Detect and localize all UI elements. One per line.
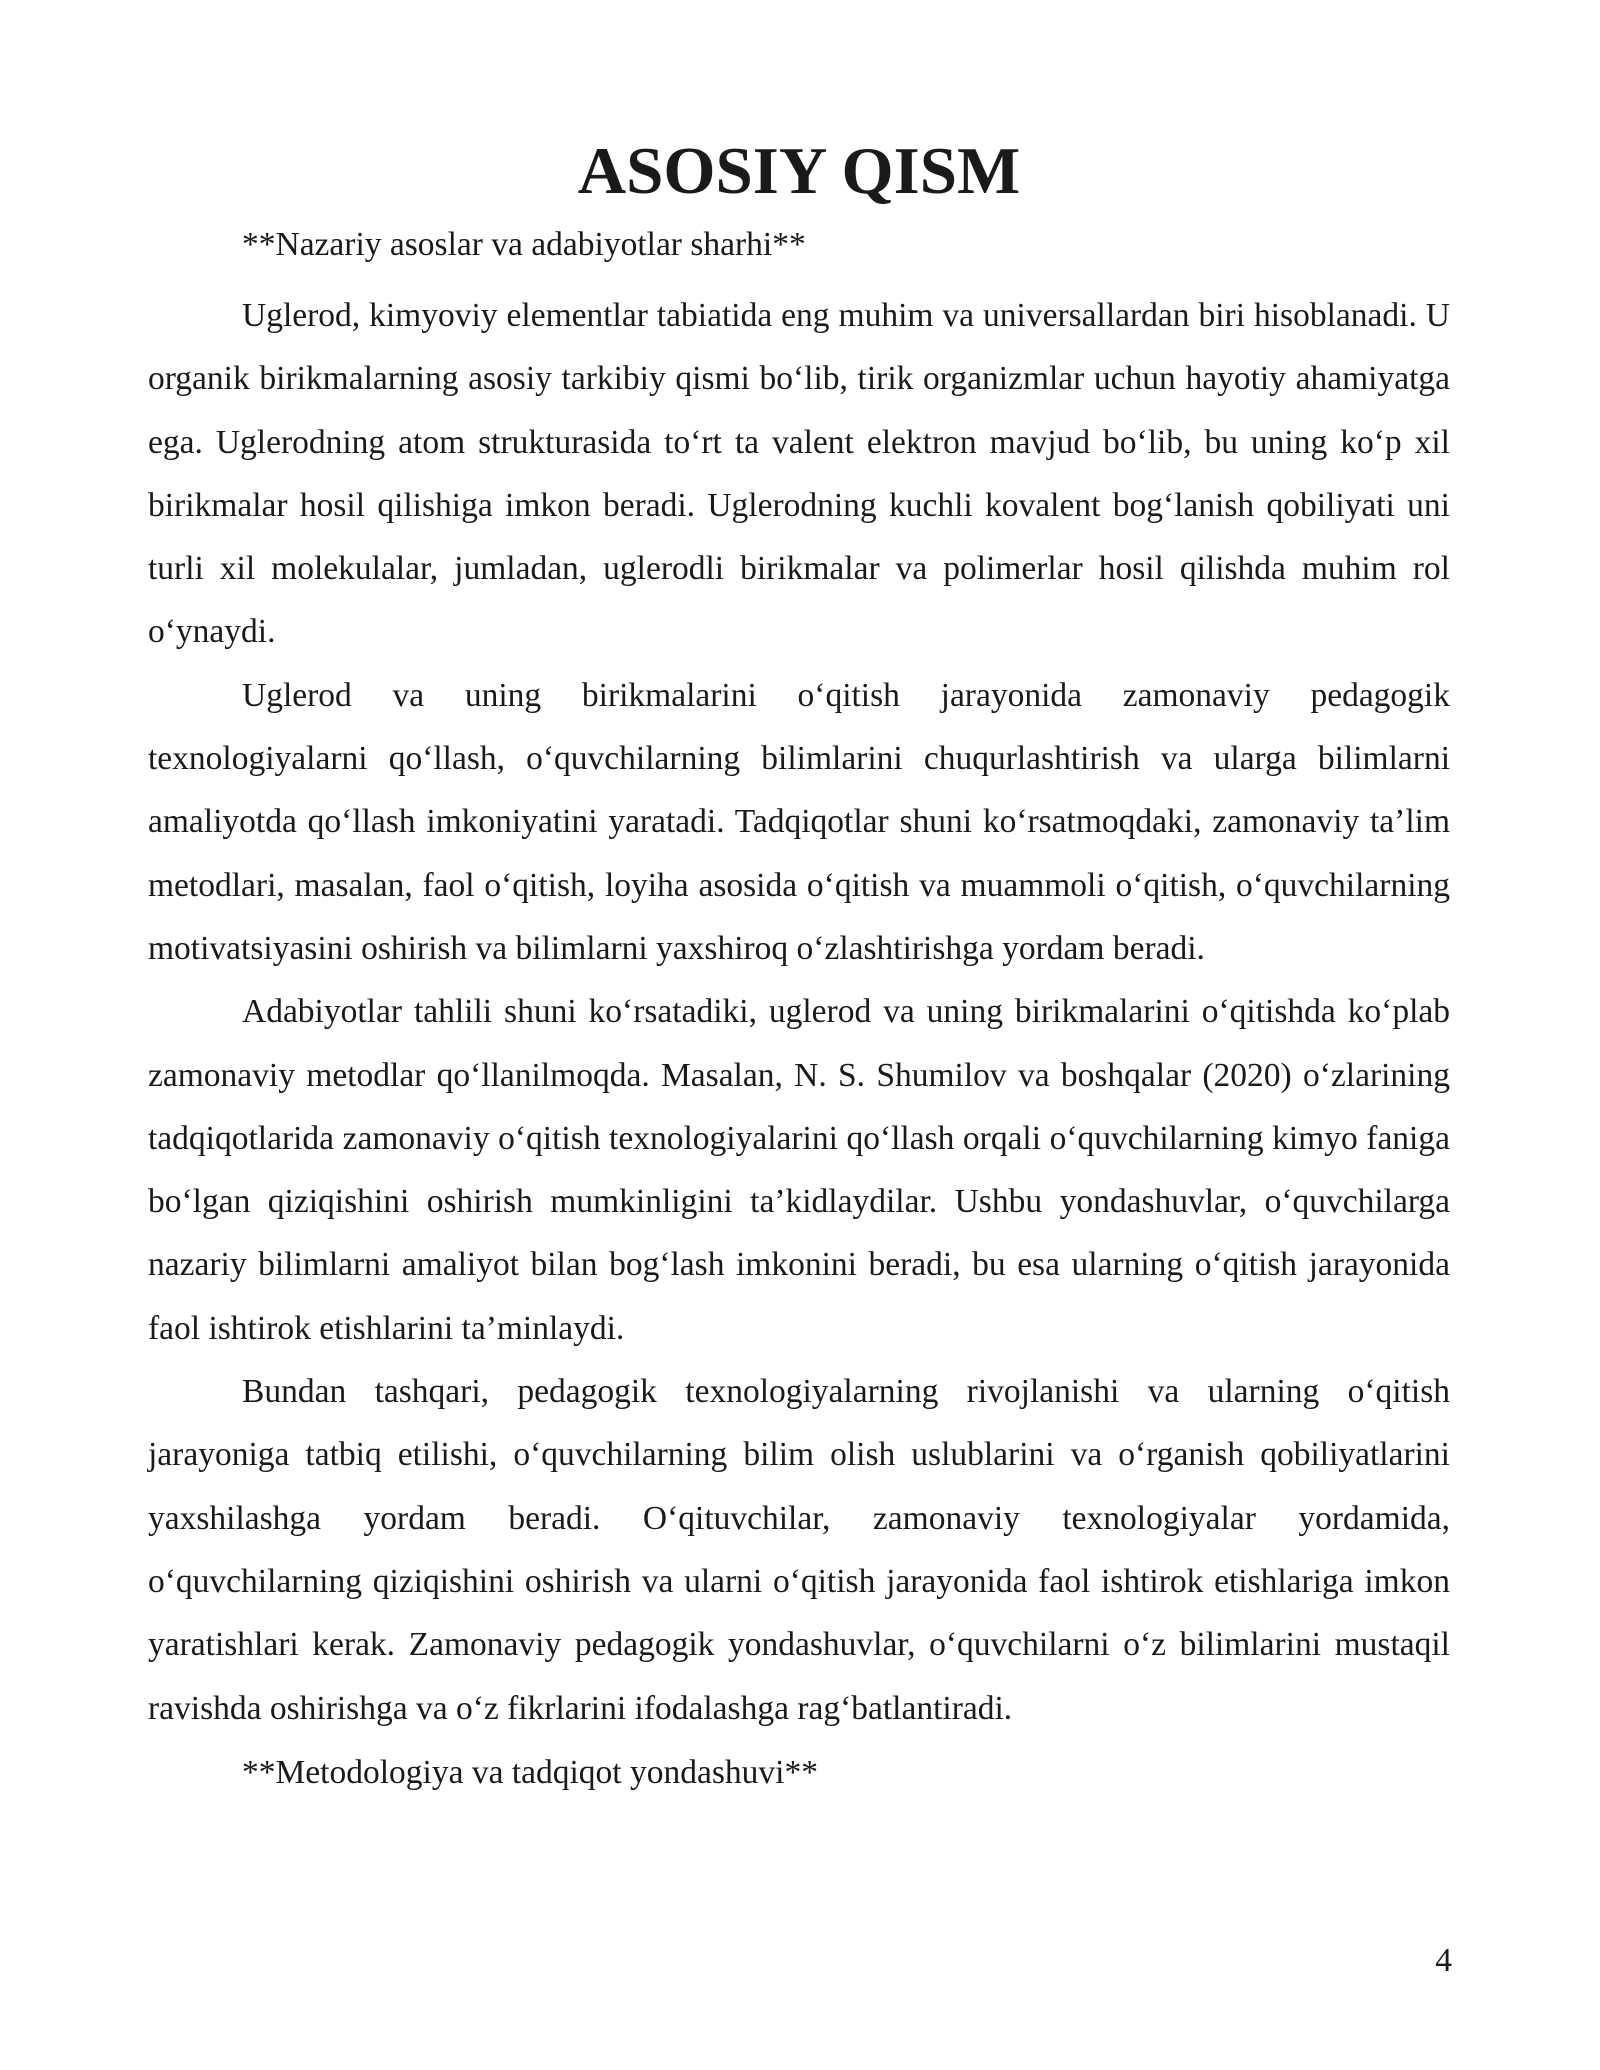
paragraph-teaching-technologies: Uglerod va uning birikmalarini o‘qitish jarayonida zamonaviy pedagogik texnologiyalarni qo‘llash, o‘quvchilarning bilimlarini chuqurlashtirish va ularga bilimlarni amaliyotda qo‘llash imkoniyatini yaratadi. Tadqiqotlar shuni ko‘rsatmoqdaki, zamonaviy ta’lim metodlari, masalan, faol o‘qitish, loyiha asosida o‘qitish va muammoli o‘qitish, o‘quvchilarning motivatsiyasini oshirish va bilimlarni yaxshiroq o‘zlashtirishga yordam beradi. [148,676,1450,967]
page-number: 4 [1435,1942,1452,1979]
paragraph-literature-analysis: Adabiyotlar tahlili shuni ko‘rsatadiki, uglerod va uning birikmalarini o‘qitishda ko‘plab zamonaviy metodlar qo‘llanilmoqda. Masalan, N. S. Shumilov va boshqalar (2020) o‘zlarining tadqiqotlarida zamonaviy o‘qitish texnologiyalarini qo‘llash orqali o‘quvchilarning kimyo faniga bo‘lgan qiziqishini oshirish mumkinligini ta’kidlaydilar. Ushbu yondashuvlar, o‘quvchilarga nazariy bilimlarni amaliyot bilan bog‘lash imkonini beradi, bu esa ularning o‘qitish jarayonida faol ishtirok etishlarini ta’minlaydi. [148,993,1450,1347]
section-heading-theory: **Nazariy asoslar va adabiyotlar sharhi** [242,226,806,263]
page-content [148,134,1450,1812]
page-title: ASOSIY QISM [577,134,1021,208]
paragraph-pedagogical-development: Bundan tashqari, pedagogik texnologiyalarning rivojlanishi va ularning o‘qitish jarayoniga tatbiq etilishi, o‘quvchilarning bilim olish uslublarini va o‘rganish qobiliyatlarini yaxshilashga yordam beradi. O‘qituvchilar, zamonaviy texnologiyalar yordamida, o‘quvchilarning qiziqishini oshirish va ularni o‘qitish jarayonida faol ishtirok etishlariga imkon yaratishlari kerak. Zamonaviy pedagogik yondashuvlar, o‘quvchilarni o‘z bilimlarini mustaqil ravishda oshirishga va o‘z fikrlarini ifodalashga rag‘batlantiradi. [148,1373,1450,1727]
paragraph-carbon-intro: Uglerod, kimyoviy elementlar tabiatida eng muhim va universallardan biri hisoblanadi. U organik birikmalarning asosiy tarkibiy qismi bo‘lib, tirik organizmlar uchun hayotiy ahamiyatga ega. Uglerodning atom strukturasida to‘rt ta valent elektron mavjud bo‘lib, bu uning ko‘p xil birikmalar hosil qilishiga imkon beradi. Uglerodning kuchli kovalent bog‘lanish qobiliyati uni turli xil molekulalar, jumladan, uglerodli birikmalar va polimerlar hosil qilishda muhim rol o‘ynaydi. [148,297,1450,651]
section-heading-methodology: **Metodologiya va tadqiqot yondashuvi** [242,1753,818,1791]
